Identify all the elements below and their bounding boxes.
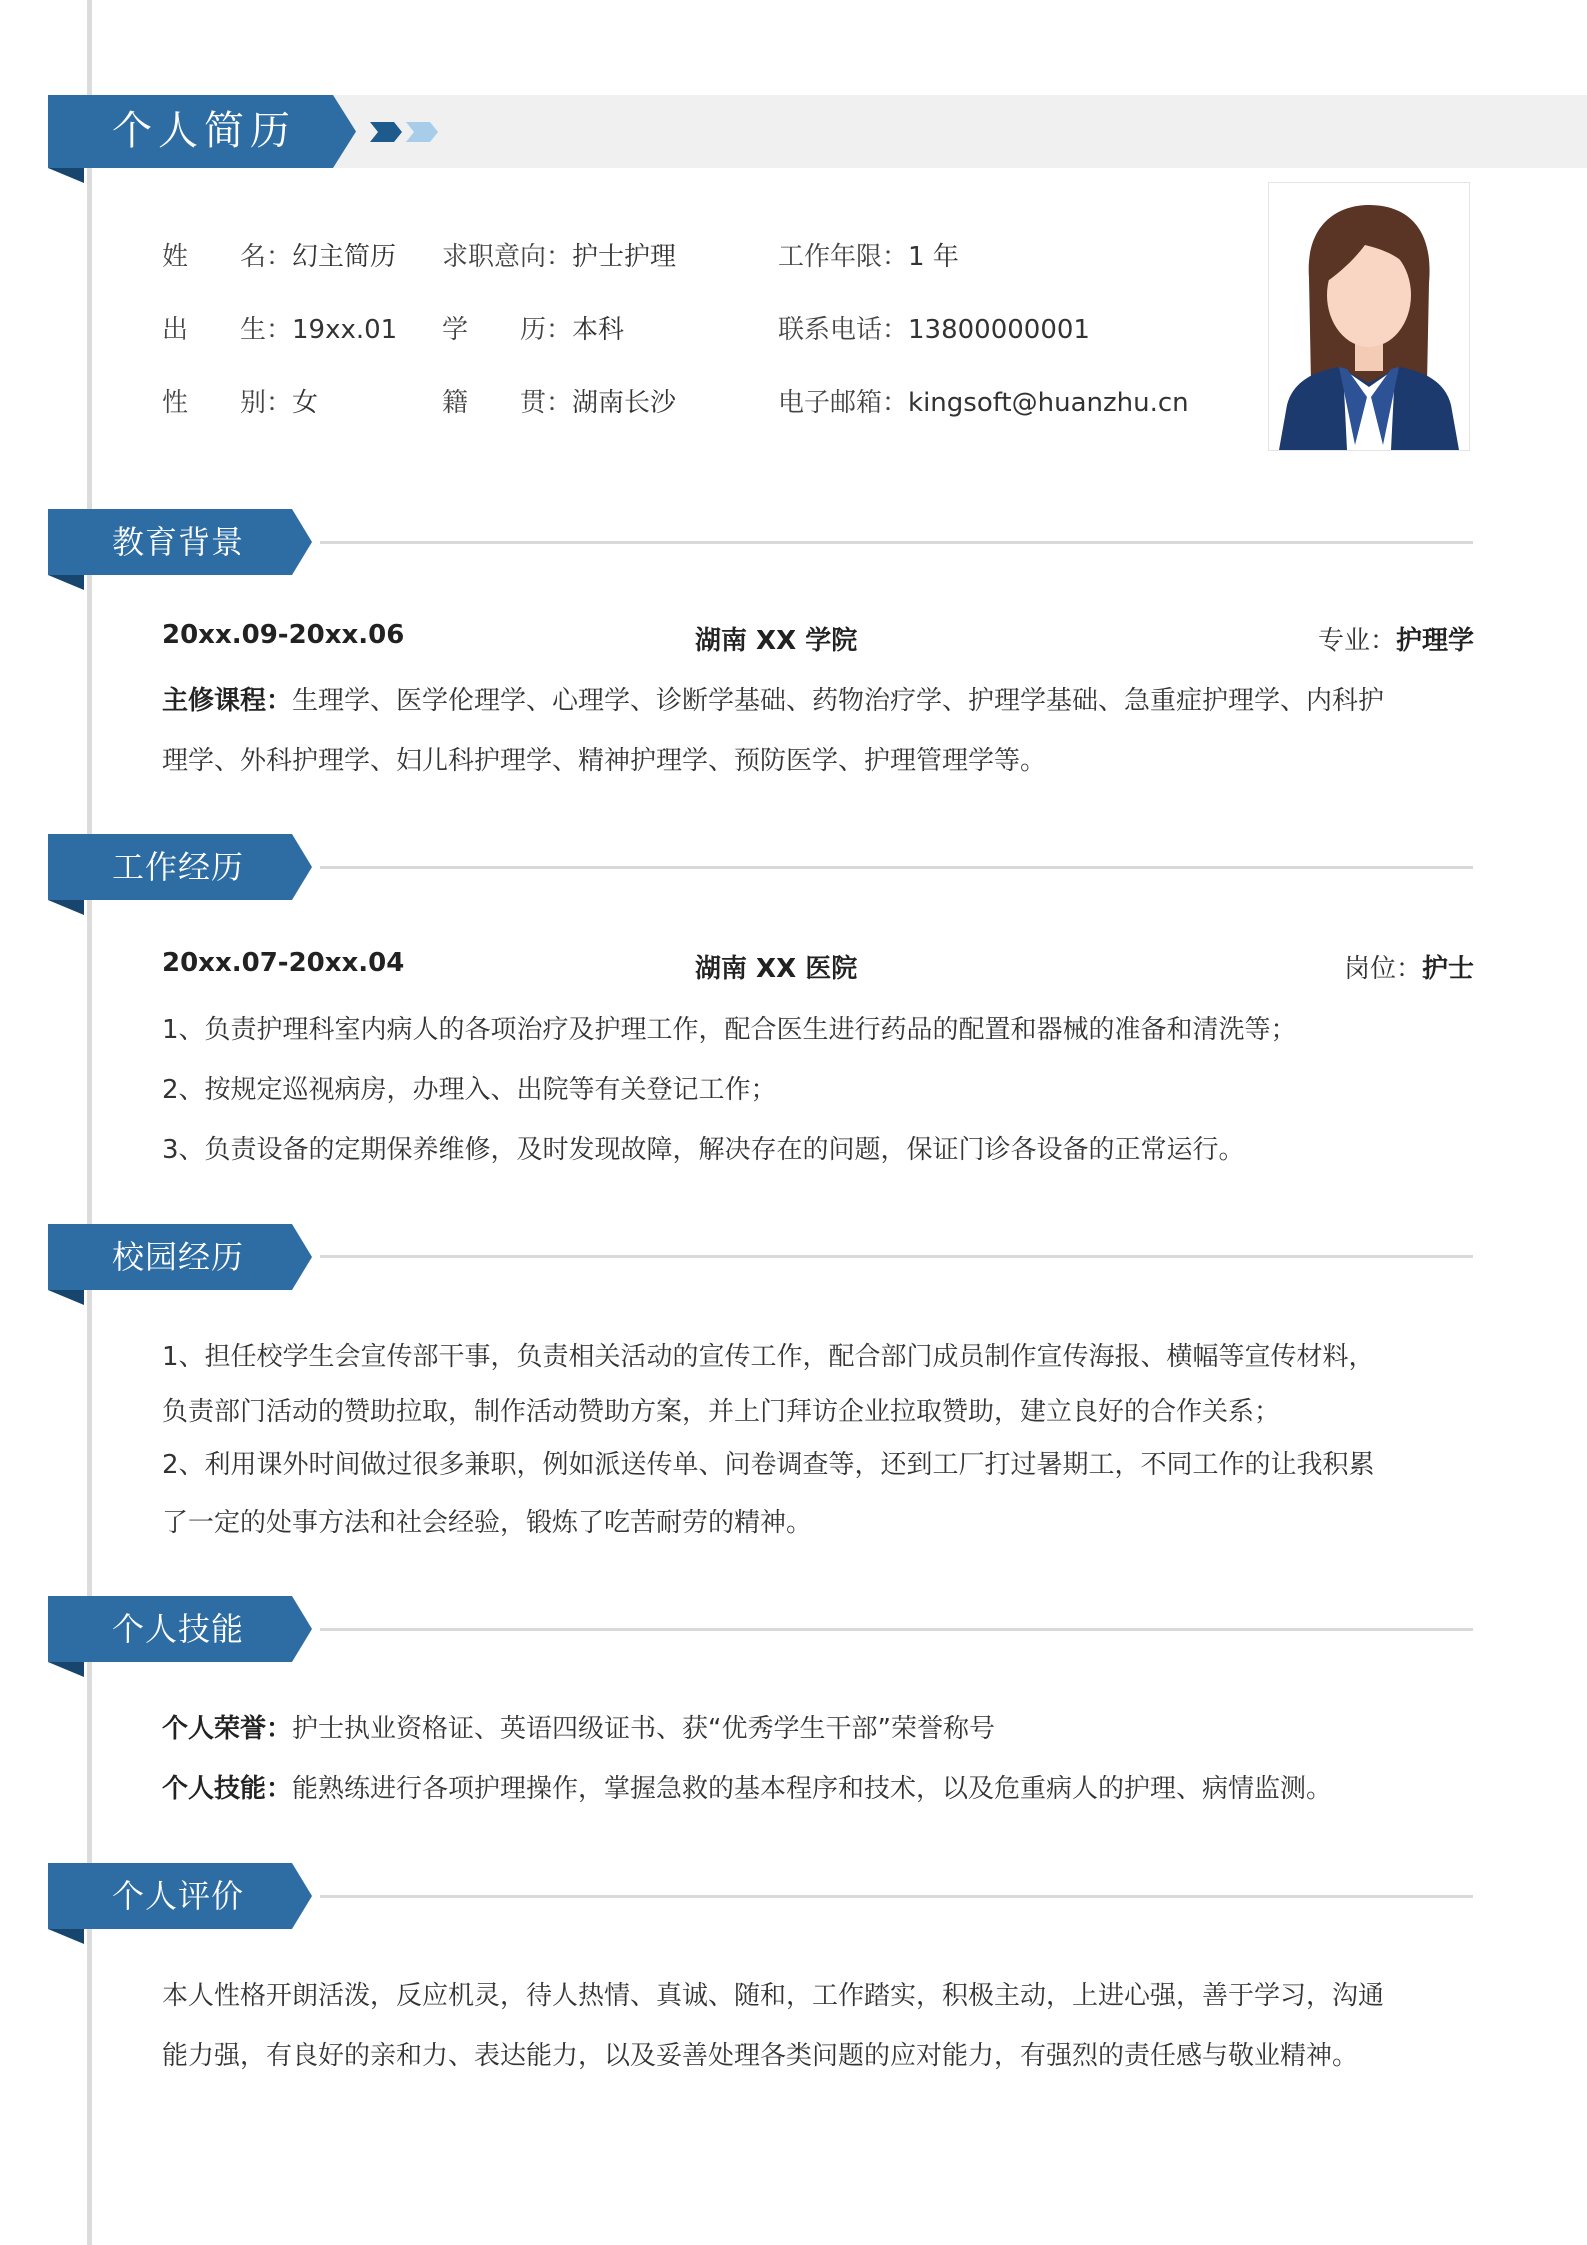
name-label: 姓 名：: [162, 242, 293, 272]
honor-label: 个人荣誉：: [162, 1714, 293, 1744]
courses-label: 主修课程：: [162, 686, 293, 716]
skill-line: [162, 1768, 1332, 1805]
banner-fold: [48, 1929, 84, 1944]
female-avatar-icon: [1269, 183, 1469, 450]
skill-value: 能熟练进行各项护理操作，掌握急救的基本程序和技术，以及危重病人的护理、病情监测。: [292, 1774, 1333, 1804]
profile-origin: [442, 382, 676, 419]
profile-email: [778, 382, 1189, 419]
courses-line1: 生理学、医学伦理学、心理学、诊断学基础、药物治疗学、护理学基础、急重症护理学、内科护: [292, 686, 1385, 716]
work-item: 2、按规定巡视病房，办理入、出院等有关登记工作；: [162, 1075, 777, 1105]
campus-line: 了一定的处事方法和社会经验，锻炼了吃苦耐劳的精神。: [162, 1508, 813, 1538]
education-school: 湖南 XX 学院: [695, 626, 858, 656]
profile-intent: [442, 236, 676, 273]
resume-title-banner: [48, 95, 356, 168]
skill-label: 个人技能：: [162, 1774, 293, 1804]
email-value[interactable]: kingsoft@huanzhu.cn: [908, 388, 1189, 418]
intent-value: 护士护理: [572, 242, 677, 272]
banner-fold: [48, 168, 84, 183]
phone-label: 联系电话：: [778, 315, 909, 345]
banner-fold: [48, 1290, 84, 1305]
work-banner: [48, 834, 312, 900]
education-period: 20xx.09-20xx.06: [162, 620, 405, 650]
origin-value: 湖南长沙: [572, 388, 677, 418]
profile-phone: [778, 309, 1090, 346]
profile-photo: [1268, 182, 1470, 451]
years-label: 工作年限：: [778, 242, 909, 272]
work-period: 20xx.07-20xx.04: [162, 948, 405, 978]
page-title: 个人简历: [112, 108, 296, 154]
chevron-arrows-icon: [368, 120, 448, 144]
banner-fold: [48, 900, 84, 915]
evaluation-line: 本人性格开朗活泼，反应机灵，待人热情、真诚、随和，工作踏实，积极主动，上进心强，善于学习，沟通: [162, 1981, 1385, 2011]
courses-line2: 理学、外科护理学、妇儿科护理学、精神护理学、预防医学、护理管理学等。: [162, 746, 1047, 776]
work-item: 1、负责护理科室内病人的各项治疗及护理工作，配合医生进行药品的配置和器械的准备和清洗等；: [162, 1015, 1297, 1045]
edu-value: 本科: [572, 315, 625, 345]
section-divider: [320, 541, 1473, 544]
major-value: 护理学: [1395, 626, 1474, 656]
work-item: 3、负责设备的定期保养维修，及时发现故障，解决存在的问题，保证门诊各设备的正常运行。: [162, 1135, 1245, 1165]
section-title: 个人评价: [112, 1877, 245, 1915]
campus-banner: [48, 1224, 312, 1290]
section-title: 工作经历: [112, 848, 245, 886]
honor-line: [162, 1708, 995, 1745]
intent-label: 求职意向：: [442, 242, 573, 272]
section-divider: [320, 1628, 1473, 1631]
honor-value: 护士执业资格证、英语四级证书、获“优秀学生干部”荣誉称号: [292, 1714, 995, 1744]
section-divider: [320, 1895, 1473, 1898]
profile-years: [778, 236, 959, 273]
birth-label: 出 生：: [162, 315, 293, 345]
work-company: 湖南 XX 医院: [695, 954, 858, 984]
position-label: 岗位：: [1343, 954, 1422, 984]
edu-label: 学 历：: [442, 315, 573, 345]
section-title: 教育背景: [112, 523, 245, 561]
skills-banner: [48, 1596, 312, 1662]
phone-value: 13800000001: [908, 315, 1090, 345]
profile-gender: [162, 382, 318, 419]
email-label: 电子邮箱：: [778, 388, 909, 418]
profile-education: [442, 309, 624, 346]
campus-line: 1、担任校学生会宣传部干事，负责相关活动的宣传工作，配合部门成员制作宣传海报、横幅等宣传材料，: [162, 1342, 1375, 1372]
section-title: 个人技能: [112, 1610, 245, 1648]
gender-value: 女: [292, 388, 319, 418]
origin-label: 籍 贯：: [442, 388, 573, 418]
campus-line: 负责部门活动的赞助拉取，制作活动赞助方案，并上门拜访企业拉取赞助，建立良好的合作关系；: [162, 1397, 1281, 1427]
birth-value: 19xx.01: [292, 315, 398, 345]
education-banner: [48, 509, 312, 575]
banner-fold: [48, 1662, 84, 1677]
section-title: 校园经历: [112, 1238, 245, 1276]
banner-fold: [48, 575, 84, 590]
profile-name: [162, 236, 396, 273]
years-value: 1 年: [908, 242, 959, 272]
name-value: 幻主简历: [292, 242, 397, 272]
courses-line: [162, 680, 1384, 717]
position-value: 护士: [1421, 954, 1474, 984]
evaluation-line: 能力强，有良好的亲和力、表达能力，以及妥善处理各类问题的应对能力，有强烈的责任感与敬业精神。: [162, 2041, 1359, 2071]
education-major: [1318, 620, 1474, 657]
profile-birth: [162, 309, 397, 346]
section-divider: [320, 1255, 1473, 1258]
section-divider: [320, 866, 1473, 869]
work-position: [1344, 948, 1474, 985]
major-label: 专业：: [1317, 626, 1396, 656]
campus-line: 2、利用课外时间做过很多兼职，例如派送传单、问卷调查等，还到工厂打过暑期工，不同工作的让我积累: [162, 1450, 1375, 1480]
gender-label: 性 别：: [162, 388, 293, 418]
evaluation-banner: [48, 1863, 312, 1929]
